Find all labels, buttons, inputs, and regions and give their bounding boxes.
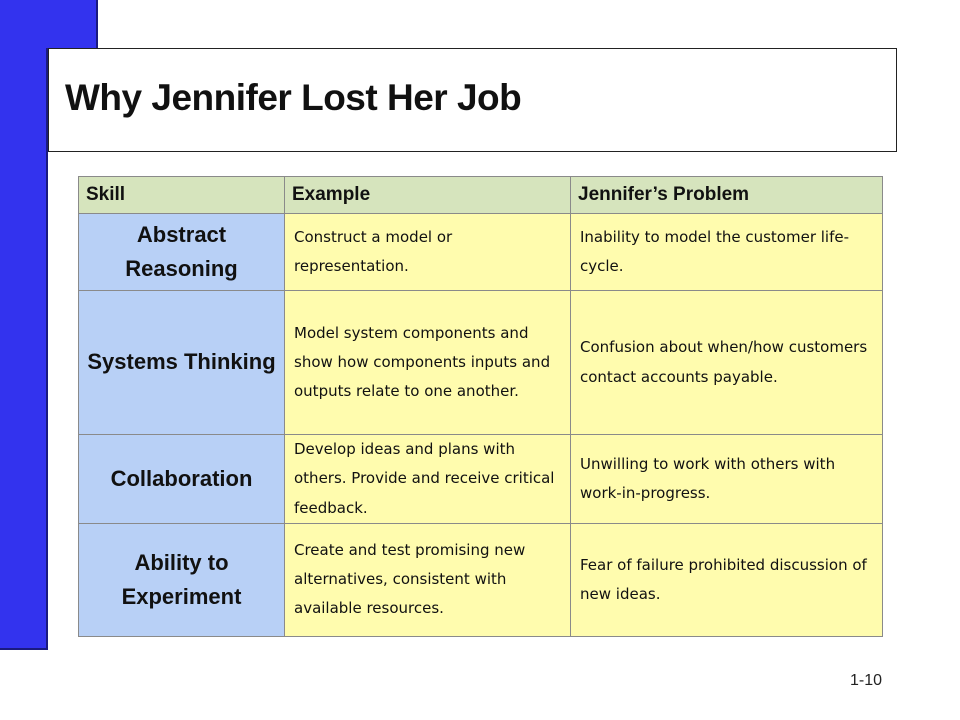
- example-cell: Model system components and show how components inputs and outputs relate to one another.: [285, 291, 571, 435]
- title-box: [48, 48, 897, 152]
- header-skill: Skill: [79, 177, 285, 214]
- problem-cell: Unwilling to work with others with work-in-progress.: [571, 435, 883, 524]
- header-problem: Jennifer’s Problem: [571, 177, 883, 214]
- page-number: 1-10: [850, 672, 883, 689]
- skill-cell: Ability to Experiment: [79, 523, 285, 636]
- example-cell: Develop ideas and plans with others. Provide and receive critical feedback.: [285, 435, 571, 524]
- skill-cell: Systems Thinking: [79, 291, 285, 435]
- example-cell: Create and test promising new alternatives, consistent with available resources.: [285, 523, 571, 636]
- table-row: [79, 523, 883, 636]
- problem-cell: Fear of failure prohibited discussion of new ideas.: [571, 523, 883, 636]
- problem-cell: Inability to model the customer life-cycle.: [571, 214, 883, 291]
- table-header-row: [79, 177, 883, 214]
- skill-cell: Abstract Reasoning: [79, 214, 285, 291]
- decorative-top-bar: [0, 0, 98, 48]
- slide-title: Why Jennifer Lost Her Job: [65, 77, 522, 118]
- decorative-side-bar: [0, 0, 48, 650]
- table-row: [79, 291, 883, 435]
- example-cell: Construct a model or representation.: [285, 214, 571, 291]
- header-example: Example: [285, 177, 571, 214]
- table-row: [79, 435, 883, 524]
- skills-table: [78, 176, 883, 637]
- skill-cell: Collaboration: [79, 435, 285, 524]
- problem-cell: Confusion about when/how customers contact accounts payable.: [571, 291, 883, 435]
- table-row: [79, 214, 883, 291]
